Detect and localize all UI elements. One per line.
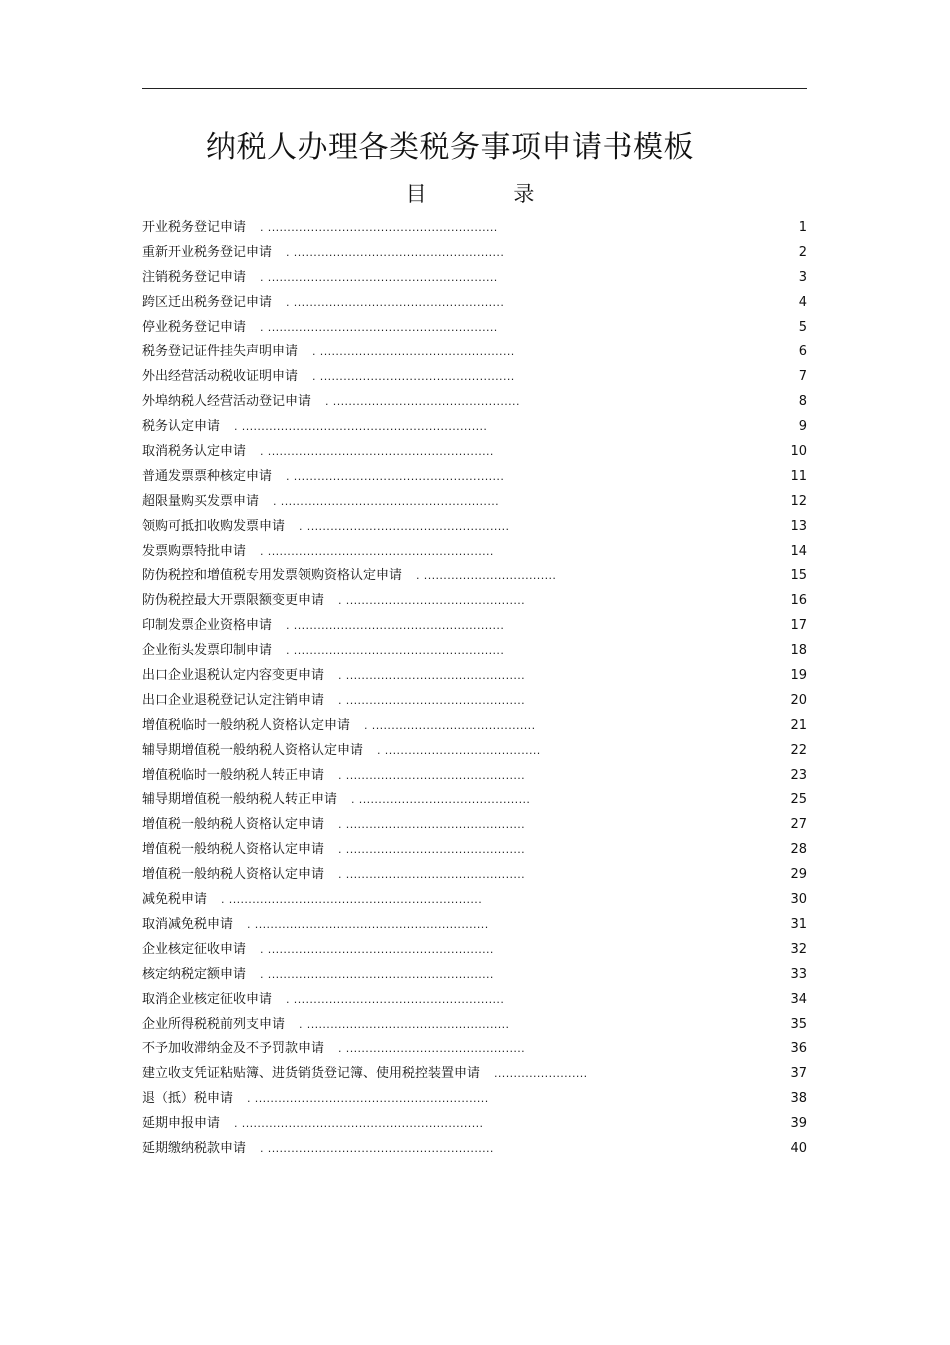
toc-page-number: 21 — [790, 717, 807, 733]
toc-entry-label: 增值税临时一般纳税人资格认定申请 — [142, 717, 351, 733]
toc-dot-leader: . ............................................ — [351, 793, 531, 807]
toc-entry-label: 延期申报申请 — [142, 1116, 221, 1132]
toc-page-number: 2 — [798, 244, 807, 260]
toc-entry[interactable] — [142, 639, 807, 664]
toc-page-number: 38 — [790, 1091, 807, 1107]
toc-heading: 目 录 — [405, 182, 575, 206]
toc-dot-leader: . ...................................................... — [286, 295, 505, 309]
toc-page-number: 33 — [790, 966, 807, 982]
toc-entry[interactable] — [142, 963, 807, 988]
toc-page-number: 36 — [790, 1041, 807, 1057]
toc-page-number: 5 — [798, 319, 807, 335]
toc-entry-label: 防伪税控最大开票限额变更申请 — [142, 593, 325, 609]
toc-dot-leader: . ...................................................... — [286, 469, 505, 483]
toc-page-number: 29 — [790, 867, 807, 883]
toc-entry[interactable] — [142, 515, 807, 540]
toc-dot-leader: ........................ — [494, 1067, 588, 1081]
toc-dot-leader: . ...................................................... — [286, 619, 505, 633]
toc-dot-leader: . .......................................................... — [260, 942, 494, 956]
toc-page-number: 28 — [790, 842, 807, 858]
toc-entry-label: 不予加收滞纳金及不予罚款申请 — [142, 1041, 325, 1057]
toc-entry[interactable] — [142, 739, 807, 764]
toc-entry-label: 企业核定征收申请 — [142, 941, 247, 957]
toc-entry-label: 企业衔头发票印制申请 — [142, 643, 273, 659]
toc-dot-leader: . .......................................................... — [260, 1141, 494, 1155]
toc-entry[interactable] — [142, 490, 807, 515]
toc-entry-label: 防伪税控和增值税专用发票领购资格认定申请 — [142, 568, 403, 584]
toc-entry-label: 发票购票特批申请 — [142, 543, 247, 559]
toc-dot-leader: . ...................................................... — [286, 644, 505, 658]
toc-page-number: 15 — [790, 568, 807, 584]
toc-entry-label: 停业税务登记申请 — [142, 319, 247, 335]
toc-dot-leader: . .......................................................... — [260, 967, 494, 981]
toc-dot-leader: . .................................................... — [299, 519, 510, 533]
toc-entry[interactable] — [142, 689, 807, 714]
toc-entry-label: 取消减免税申请 — [142, 916, 234, 932]
toc-dot-leader: . ........................................................... — [260, 270, 498, 284]
toc-entry-label: 开业税务登记申请 — [142, 220, 247, 235]
toc-page-number: 6 — [798, 344, 807, 360]
toc-entry-label: 出口企业退税登记认定注销申请 — [142, 692, 325, 708]
toc-entry-label: 增值税一般纳税人资格认定申请 — [142, 842, 325, 858]
toc-page-number: 1 — [798, 220, 807, 235]
toc-entry-label: 增值税临时一般纳税人转正申请 — [142, 767, 325, 783]
toc-entry[interactable] — [142, 913, 807, 938]
toc-entry-label: 辅导期增值税一般纳税人转正申请 — [142, 792, 338, 808]
toc-entry-label: 延期缴纳税款申请 — [142, 1140, 247, 1156]
toc-dot-leader: . .............................................. — [338, 669, 526, 683]
toc-entry-label: 外出经营活动税收证明申请 — [142, 369, 299, 385]
toc-entry-label: 税务登记证件挂失声明申请 — [142, 344, 299, 360]
table-of-contents — [142, 216, 807, 1162]
toc-page-number: 12 — [790, 493, 807, 509]
toc-entry-label: 出口企业退税认定内容变更申请 — [142, 668, 325, 684]
toc-page-number: 22 — [790, 742, 807, 758]
toc-dot-leader: . .................................. — [416, 569, 557, 583]
toc-dot-leader: . .................................................. — [312, 345, 515, 359]
toc-dot-leader: . ...................................................... — [286, 992, 505, 1006]
toc-page-number: 37 — [790, 1066, 807, 1082]
toc-dot-leader: . .............................................. — [338, 693, 526, 707]
toc-page-number: 7 — [798, 369, 807, 385]
toc-entry[interactable] — [142, 714, 807, 739]
toc-dot-leader: . .............................................. — [338, 1042, 526, 1056]
toc-dot-leader: . .............................................. — [338, 868, 526, 882]
toc-page-number: 25 — [790, 792, 807, 808]
toc-entry[interactable] — [142, 938, 807, 963]
toc-page-number: 35 — [790, 1016, 807, 1032]
toc-entry-label: 税务认定申请 — [142, 419, 221, 435]
toc-entry[interactable] — [142, 863, 807, 888]
toc-entry[interactable] — [142, 664, 807, 689]
toc-entry[interactable] — [142, 440, 807, 465]
toc-entry-label: 注销税务登记申请 — [142, 269, 247, 285]
toc-dot-leader: . .................................................... — [299, 1017, 510, 1031]
toc-entry[interactable] — [142, 1013, 807, 1038]
toc-dot-leader: . ............................................................... — [234, 420, 488, 434]
toc-entry[interactable] — [142, 1037, 807, 1062]
toc-entry[interactable] — [142, 614, 807, 639]
toc-entry[interactable] — [142, 564, 807, 589]
toc-entry[interactable] — [142, 540, 807, 565]
toc-dot-leader: . ........................................................... — [260, 320, 498, 334]
toc-page-number: 39 — [790, 1116, 807, 1132]
toc-entry[interactable] — [142, 1087, 807, 1112]
toc-entry[interactable] — [142, 988, 807, 1013]
toc-page-number: 3 — [798, 269, 807, 285]
toc-entry-label: 外埠纳税人经营活动登记申请 — [142, 394, 312, 410]
toc-page-number: 13 — [790, 518, 807, 534]
toc-page-number: 32 — [790, 941, 807, 957]
toc-entry-label: 领购可抵扣收购发票申请 — [142, 518, 286, 534]
toc-page-number: 34 — [790, 991, 807, 1007]
toc-page-number: 8 — [798, 394, 807, 410]
toc-entry-label: 增值税一般纳税人资格认定申请 — [142, 867, 325, 883]
toc-page-number: 10 — [790, 444, 807, 460]
toc-entry[interactable] — [142, 888, 807, 913]
toc-entry[interactable] — [142, 241, 807, 266]
toc-page-number: 11 — [790, 468, 807, 484]
toc-entry[interactable] — [142, 291, 807, 316]
toc-dot-leader: . ........................................................... — [260, 221, 498, 234]
toc-entry-label: 企业所得税税前列支申请 — [142, 1016, 286, 1032]
toc-entry-label: 印制发票企业资格申请 — [142, 618, 273, 634]
toc-entry-label: 退（抵）税申请 — [142, 1091, 234, 1107]
toc-entry[interactable] — [142, 788, 807, 813]
toc-entry[interactable] — [142, 764, 807, 789]
toc-entry[interactable] — [142, 1112, 807, 1137]
toc-dot-leader: . ............................................................ — [247, 917, 489, 931]
toc-page-number: 20 — [790, 692, 807, 708]
header-rule — [142, 88, 807, 89]
toc-page-number: 40 — [790, 1140, 807, 1156]
toc-dot-leader: . ........................................ — [377, 743, 541, 757]
toc-entry-label: 超限量购买发票申请 — [142, 493, 260, 509]
toc-dot-leader: . .............................................. — [338, 843, 526, 857]
toc-entry[interactable] — [142, 1062, 807, 1087]
toc-dot-leader: . .......................................... — [364, 718, 536, 732]
toc-page-number: 16 — [790, 593, 807, 609]
document-title: 纳税人办理各类税务事项申请书模板 — [206, 130, 694, 165]
toc-entry-label: 跨区迁出税务登记申请 — [142, 294, 273, 310]
toc-page-number: 27 — [790, 817, 807, 833]
toc-entry[interactable] — [142, 813, 807, 838]
toc-entry-label: 核定纳税定额申请 — [142, 966, 247, 982]
toc-entry-label: 增值税一般纳税人资格认定申请 — [142, 817, 325, 833]
toc-entry[interactable] — [142, 316, 807, 341]
toc-entry-label: 取消企业核定征收申请 — [142, 991, 273, 1007]
toc-entry[interactable] — [142, 465, 807, 490]
toc-dot-leader: . ................................................ — [325, 395, 520, 409]
toc-dot-leader: . .............................................................. — [234, 1117, 484, 1131]
toc-dot-leader: . ............................................................ — [247, 1092, 489, 1106]
toc-entry[interactable] — [142, 415, 807, 440]
toc-page-number: 30 — [790, 892, 807, 908]
toc-entry-label: 普通发票票种核定申请 — [142, 468, 273, 484]
toc-entry-label: 重新开业税务登记申请 — [142, 244, 273, 260]
toc-page-number: 17 — [790, 618, 807, 634]
toc-dot-leader: . ................................................................. — [221, 893, 483, 907]
toc-page-number: 31 — [790, 916, 807, 932]
toc-entry[interactable] — [142, 340, 807, 365]
toc-entry[interactable] — [142, 390, 807, 415]
toc-entry[interactable] — [142, 365, 807, 390]
toc-entry-label: 建立收支凭证粘贴簿、进货销货登记簿、使用税控装置申请 — [142, 1066, 481, 1082]
toc-entry-label: 取消税务认定申请 — [142, 444, 247, 460]
toc-dot-leader: . ........................................................ — [273, 494, 500, 508]
toc-dot-leader: . .......................................................... — [260, 445, 494, 459]
toc-page-number: 9 — [798, 419, 807, 435]
toc-dot-leader: . .............................................. — [338, 768, 526, 782]
toc-page-number: 23 — [790, 767, 807, 783]
toc-dot-leader: . .......................................................... — [260, 544, 494, 558]
toc-dot-leader: . .............................................. — [338, 818, 526, 832]
toc-entry[interactable] — [142, 216, 807, 241]
toc-entry-label: 减免税申请 — [142, 892, 208, 908]
toc-entry-label: 辅导期增值税一般纳税人资格认定申请 — [142, 742, 364, 758]
toc-entry[interactable] — [142, 1137, 807, 1162]
toc-entry[interactable] — [142, 589, 807, 614]
toc-page-number: 14 — [790, 543, 807, 559]
toc-dot-leader: . .............................................. — [338, 594, 526, 608]
toc-dot-leader: . .................................................. — [312, 370, 515, 384]
toc-dot-leader: . ...................................................... — [286, 245, 505, 259]
toc-page-number: 19 — [790, 668, 807, 684]
toc-page-number: 18 — [790, 643, 807, 659]
toc-page-number: 4 — [798, 294, 807, 310]
toc-entry[interactable] — [142, 266, 807, 291]
toc-entry[interactable] — [142, 838, 807, 863]
